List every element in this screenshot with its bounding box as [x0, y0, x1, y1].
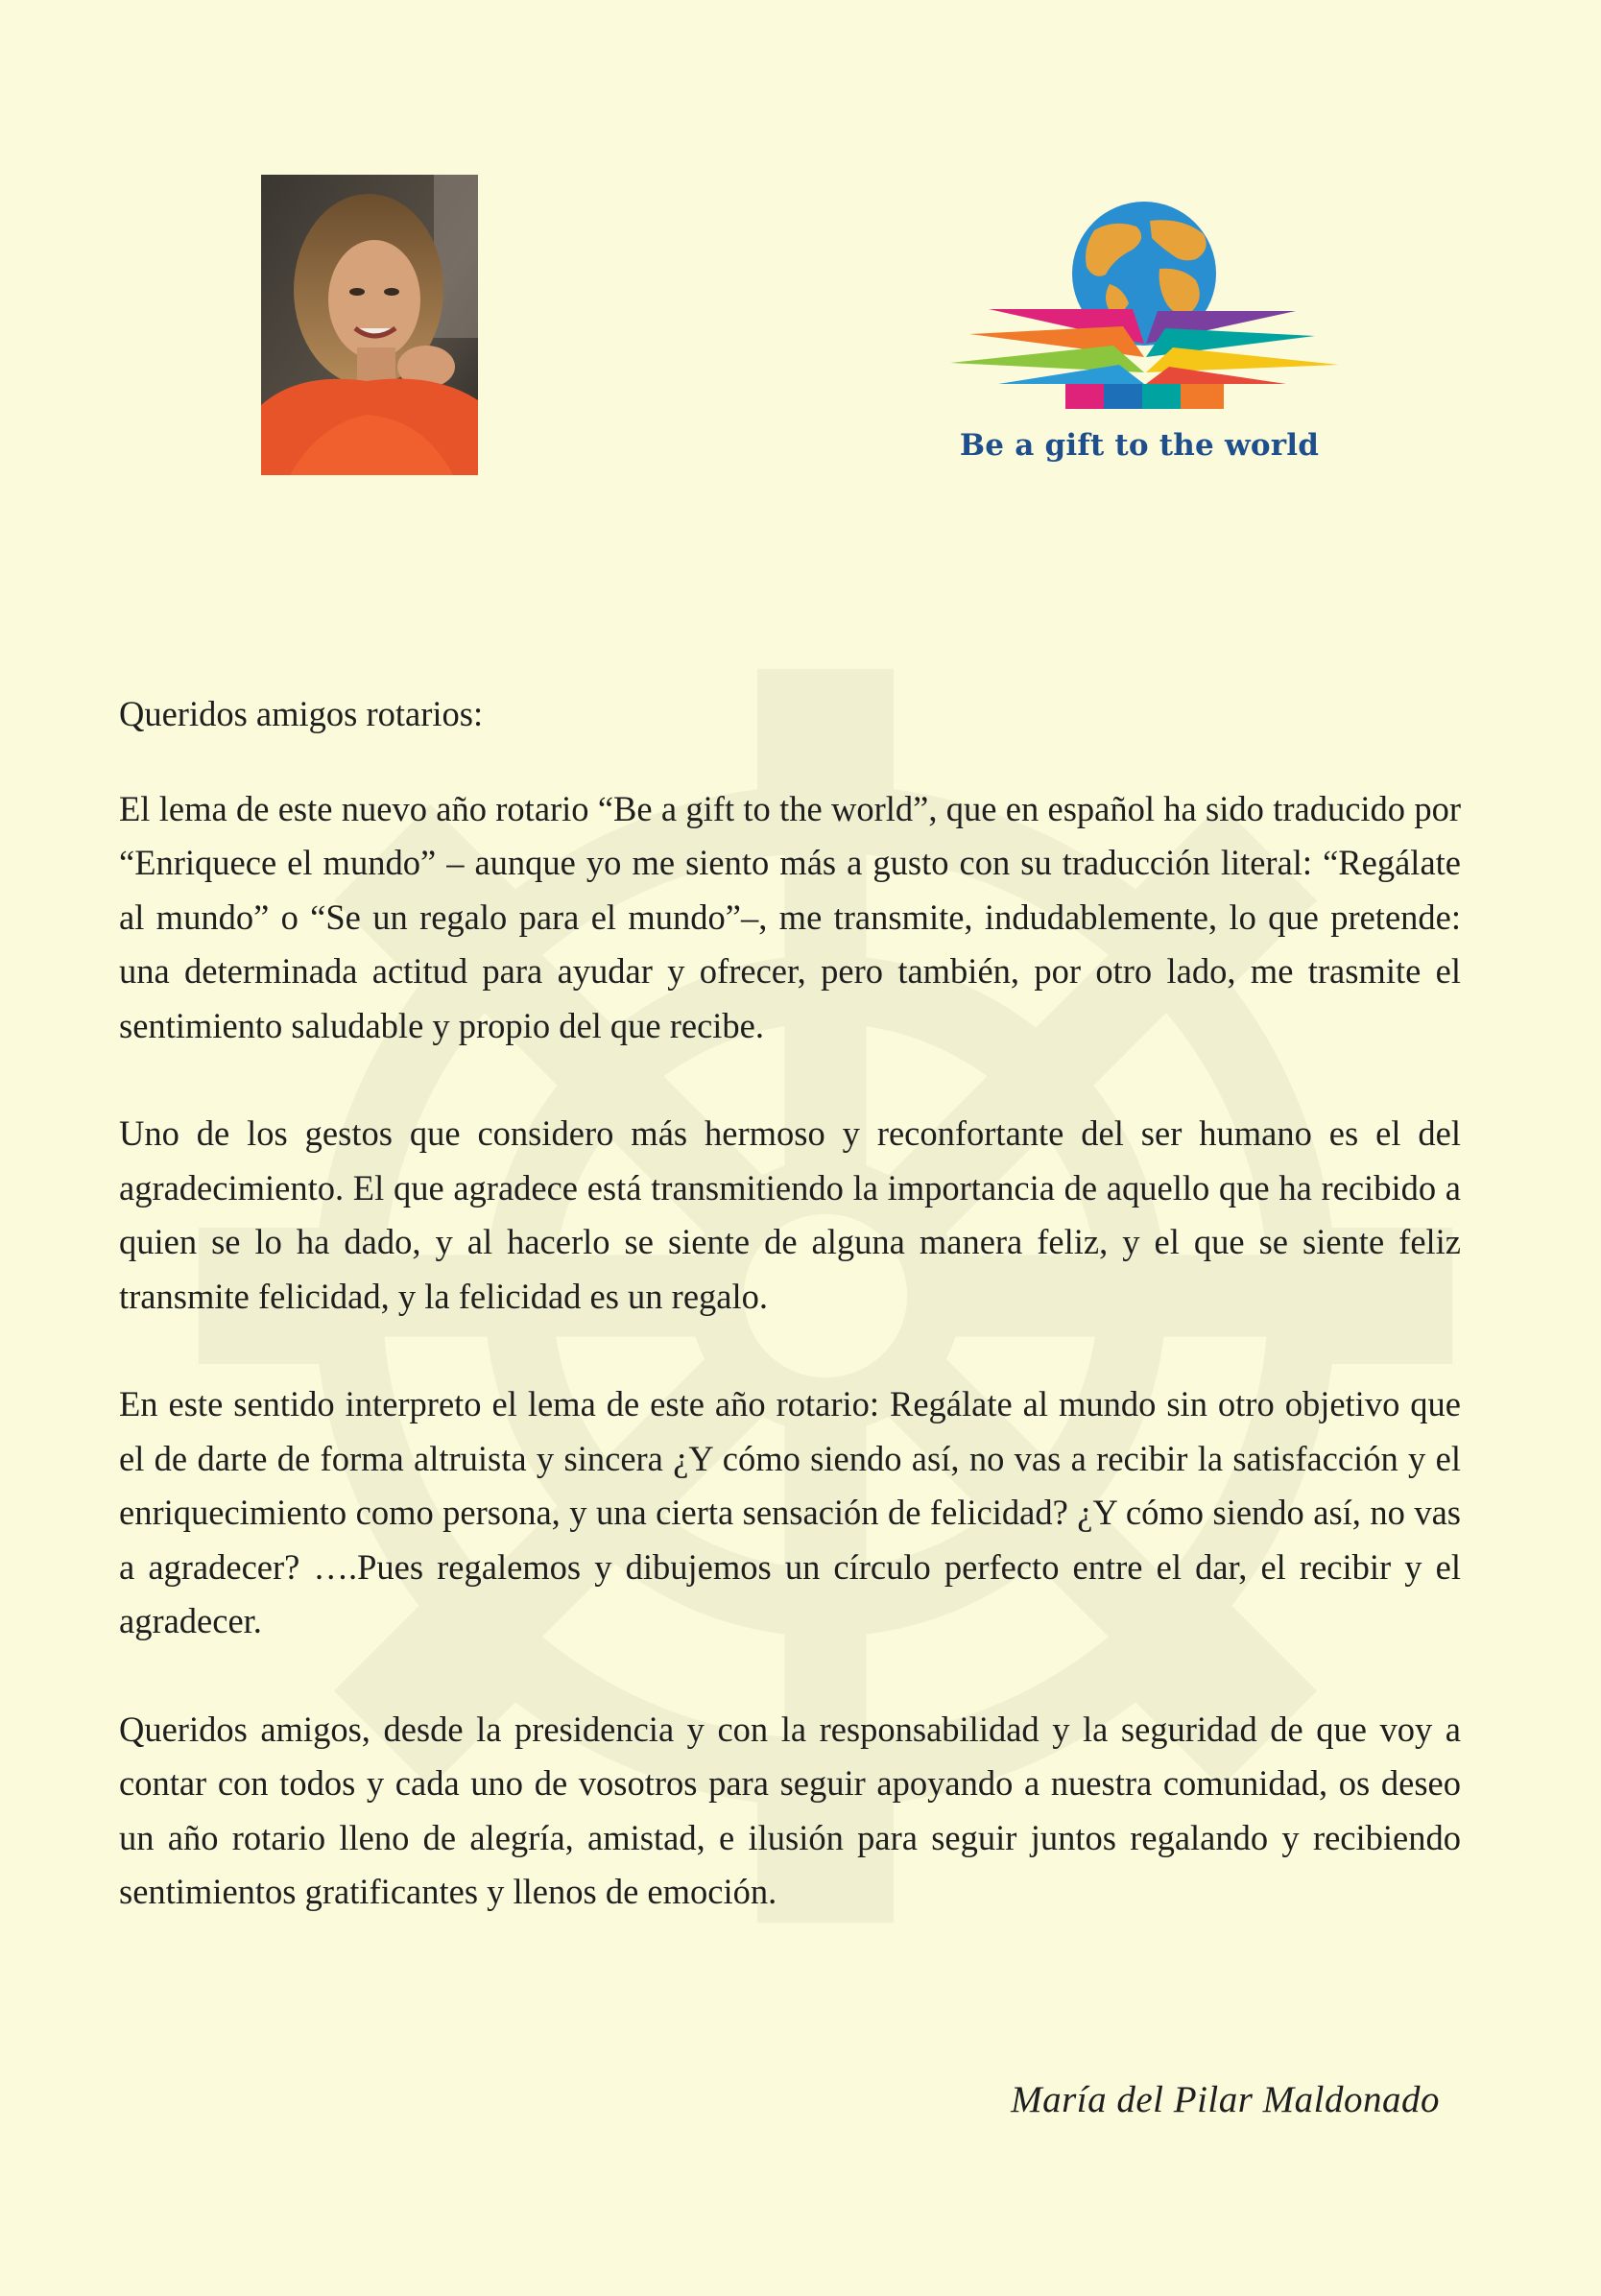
letter-paragraph-2: Uno de los gestos que considero más hermoso y reconfortante del ser humano es el del agradecimiento. El que agradece está transmitiendo la importancia de aquello que ha recibido a quien se lo ha dado, y al hacerlo se siente de alguna manera feliz, y el que se siente feliz transmite felicidad, y la felicidad es un regalo. — [119, 1113, 1461, 1316]
letter-paragraph-1: El lema de este nuevo año rotario “Be a gift to the world”, que en español ha sido traducido por “Enriquece el mundo” – aunque yo me siento más a gusto con su traducción literal: “Regálate al mundo” o “Se un regalo para el mundo”–, me transmite, indudablemente, lo que pretende: una determinada actitud para ayudar y ofrecer, pero también, por otro lado, me trasmite el sentimiento saludable y propio del que recibe. — [119, 788, 1461, 1045]
letter-paragraph-4: Queridos amigos, desde la presidencia y con la responsabilidad y la seguridad de que voy a contar con todos y cada uno de vosotros para seguir apoyando a nuestra comunidad, os deseo un año rotario lleno de alegría, amistad, e ilusión para seguir juntos regalando y recibiendo sentimientos gratificantes y llenos de emoción. — [119, 1709, 1461, 1911]
letter-body — [119, 687, 1461, 1973]
letter-signature: María del Pilar Maldonado — [1011, 2079, 1440, 2120]
portrait-photo-icon — [261, 175, 478, 475]
logo-caption: Be a gift to the world — [959, 428, 1320, 463]
portrait-photo — [261, 175, 478, 475]
letter-greeting: Queridos amigos rotarios: — [119, 694, 484, 733]
letter-paragraph-3: En este sentido interpreto el lema de este año rotario: Regálate al mundo sin otro objetivo que el de darte de forma altruista y sincera ¿Y cómo siendo así, no vas a recibir la satisfacción y el enriquecimiento como persona, y una cierta sensación de felicidad? ¿Y cómo siendo así, no vas a agradecer? ….Pues regalemos y dibujemos un círculo perfecto entre el dar, el recibir y el agradecer. — [119, 1384, 1461, 1640]
